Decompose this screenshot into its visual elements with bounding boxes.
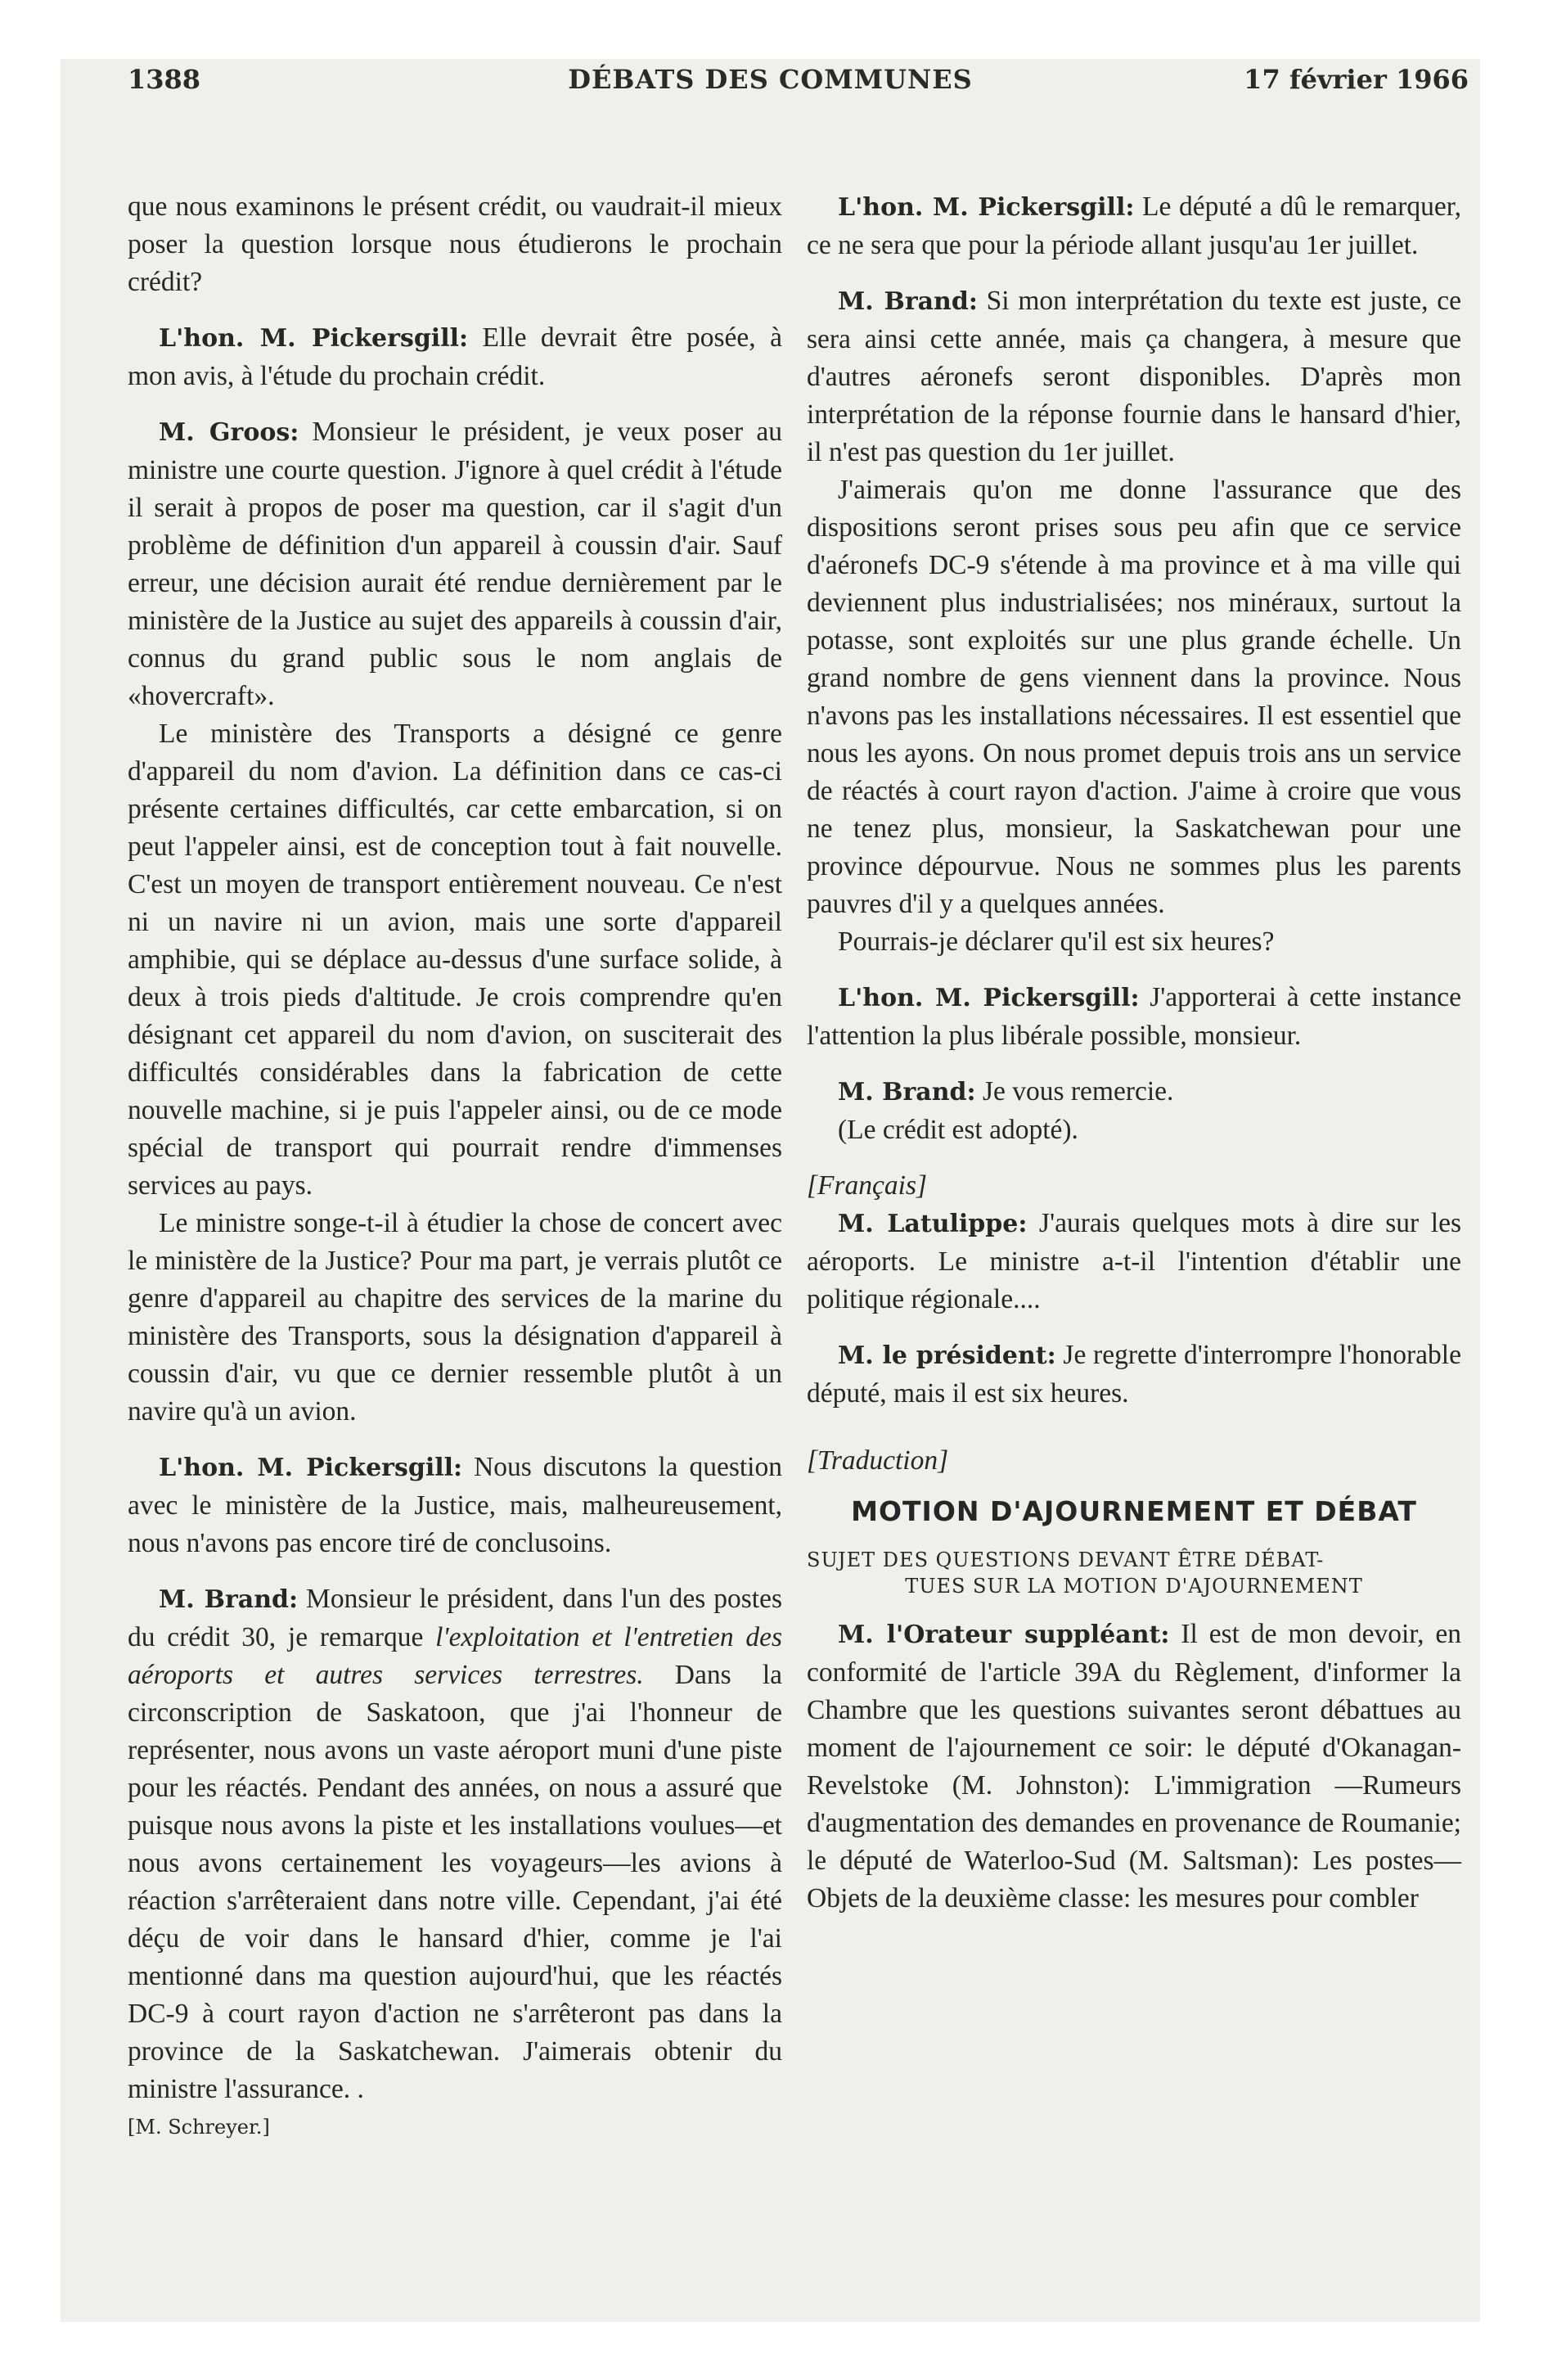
speaker-name: M. l'Orateur suppléant: [838, 1620, 1170, 1649]
paragraph: Pourrais-je déclarer qu'il est six heures? [838, 926, 1275, 957]
signature-note: [M. Schreyer.] [128, 2116, 270, 2139]
speaker-name: L'hon. M. Pickersgill: [838, 984, 1140, 1012]
paragraph: Le ministre songe-t-il à étudier la chose de concert avec le ministère de la Justice? Pour ma part, je verrais plutôt ce genre d'appareil au chapitre des services de la marine du ministère des Transports, sous la désignation d'appareil à coussin d'air, vu que ce dernier ressemble plutôt à un navire qu'à un avion. [128, 1208, 782, 1427]
speaker-name: L'hon. M. Pickersgill: [159, 1454, 463, 1482]
paragraph: M. Latulippe: J'aurais quelques mots à dire sur les aéroports. Le ministre a-t-il l'intention d'établir une politique régionale.... [807, 1208, 1461, 1314]
paragraph: Le ministère des Transports a désigné ce genre d'appareil du nom d'avion. La définition dans ce cas-ci présente certaines difficultés, car cette embarcation, si on peut l'appeler ainsi, est de conception tout à fait nouvelle. C'est un moyen de transport entièrement nouveau. Ce n'est ni un navire ni un avion, mais une sorte d'appareil amphibie, qui se déplace au-dessus d'une surface solide, à deux à trois pieds d'altitude. Je crois comprendre qu'en désignant cet appareil du nom d'avion, on susciterait des difficultés considérables dans la fabrication de cette nouvelle machine, si je puis l'appeler ainsi, ou de ce mode spécial de transport qui pourrait rendre d'immenses services au pays. [128, 719, 782, 1201]
right-column [807, 188, 1461, 1918]
paragraph: L'hon. M. Pickersgill: Elle devrait être posée, à mon avis, à l'étude du prochain crédit. [128, 322, 782, 391]
section-subheading: SUJET DES QUESTIONS DEVANT ÊTRE DÉBAT- TUES SUR LA MOTION D'AJOURNEMENT [807, 1548, 1363, 1598]
paragraph: L'hon. M. Pickersgill: Le député a dû le remarquer, ce ne sera que pour la période allant jusqu'au 1er juillet. [807, 192, 1461, 260]
paragraph: M. Groos: Monsieur le président, je veux poser au ministre une courte question. J'ignore à quel crédit à l'étude il serait à propos de poser ma question, car il s'agit d'un problème de définition d'un appareil à coussin d'air. Sauf erreur, une décision aurait été rendue dernièrement par le ministère de la Justice au sujet des appareils à coussin d'air, connus du grand public sous le nom anglais de «hovercraft». [128, 417, 782, 711]
paragraph: M. Brand: Si mon interprétation du texte est juste, ce sera ainsi cette année, mais ça changera, à mesure que d'autres aéronefs seront disponibles. D'après mon interprétation de la réponse fournie dans le hansard d'hier, il n'est pas question du 1er juillet. [807, 286, 1462, 467]
paragraph: que nous examinons le présent crédit, ou vaudrait-il mieux poser la question lorsque nous étudierons le prochain crédit? [128, 192, 782, 297]
language-marker: [Français] [807, 1170, 928, 1201]
header-date: 17 février 1966 [1244, 64, 1469, 95]
speaker-name: M. le président: [838, 1341, 1056, 1370]
page-header [61, 0, 1480, 95]
speaker-name: M. Brand: [159, 1585, 299, 1614]
paragraph: M. le président: Je regrette d'interrompre l'honorable député, mais il est six heures. [807, 1340, 1461, 1409]
paragraph: L'hon. M. Pickersgill: J'apporterai à cette instance l'attention la plus libérale possible, monsieur. [807, 982, 1461, 1051]
italic-text: l'exploitation et l'entretien des aéroports et autres services terrestres. [128, 1622, 782, 1690]
running-title: DÉBATS DES COMMUNES [568, 64, 973, 95]
speaker-name: L'hon. M. Pickersgill: [159, 324, 469, 353]
paragraph: J'aimerais qu'on me donne l'assurance que des dispositions seront prises sous peu afin que ce service d'aéronefs DC-9 s'étende à ma province et à ma ville qui deviennent plus industrialisées; nos minéraux, surtout la potasse, sont exploités sur une plus grande échelle. Un grand nombre de gens viennent dans la province. Nous n'avons pas les installations nécessaires. Il est essentiel que nous les ayons. On nous promet depuis trois ans un service de réactés à court rayon d'action. J'aime à croire que vous ne tenez plus, monsieur, la Saskatchewan pour une province dépourvue. Nous ne sommes plus les parents pauvres d'il y a quelques années. [807, 475, 1461, 919]
paragraph: M. l'Orateur suppléant: Il est de mon devoir, en conformité de l'article 39A du Règlement, d'informer la Chambre que les questions suivantes seront débattues au moment de l'ajournement ce soir: le député d'Okanagan-Revelstoke (M. Johnston): L'immigration —Rumeurs d'augmentation des demandes en provenance de Roumanie; le député de Waterloo-Sud (M. Saltsman): Les postes—Objets de la deuxième classe: les mesures pour combler [807, 1619, 1461, 1913]
speaker-name: L'hon. M. Pickersgill: [838, 193, 1135, 222]
paragraph: M. Brand: Je vous remercie. [838, 1076, 1174, 1107]
paragraph: (Le crédit est adopté). [838, 1115, 1078, 1145]
speaker-name: M. Latulippe: [838, 1210, 1028, 1238]
speaker-name: M. Brand: [838, 287, 978, 316]
page-number: 1388 [128, 64, 201, 95]
speaker-name: M. Groos: [159, 418, 299, 447]
section-heading: MOTION D'AJOURNEMENT ET DÉBAT [851, 1495, 1417, 1527]
left-column [128, 188, 782, 2146]
language-marker: [Traduction] [807, 1445, 949, 1476]
paragraph: M. Brand: Monsieur le président, dans l'un des postes du crédit 30, je remarque l'exploitation et l'entretien des aéroports et autres services terrestres. Dans la circonscription de Saskatoon, que j'ai l'honneur de représenter, nous avons un vaste aéroport muni d'une piste pour les réactés. Pendant des années, on nous a assuré que puisque nous avons la piste et les installations voulues—et nous avons certainement les voyageurs—les avions à réaction s'arrêteraient dans notre ville. Cependant, j'ai été déçu de voir dans le hansard d'hier, comme je l'ai mentionné dans ma question aujourd'hui, que les réactés DC-9 à court rayon d'action ne s'arrêteront pas dans la province de la Saskatchewan. J'aimerais obtenir du ministre l'assurance. . [128, 1584, 782, 2104]
speaker-name: M. Brand: [838, 1078, 976, 1107]
paragraph: L'hon. M. Pickersgill: Nous discutons la question avec le ministère de la Justice, mais, malheureusement, nous n'avons pas encore tiré de conclusoins. [128, 1452, 782, 1558]
